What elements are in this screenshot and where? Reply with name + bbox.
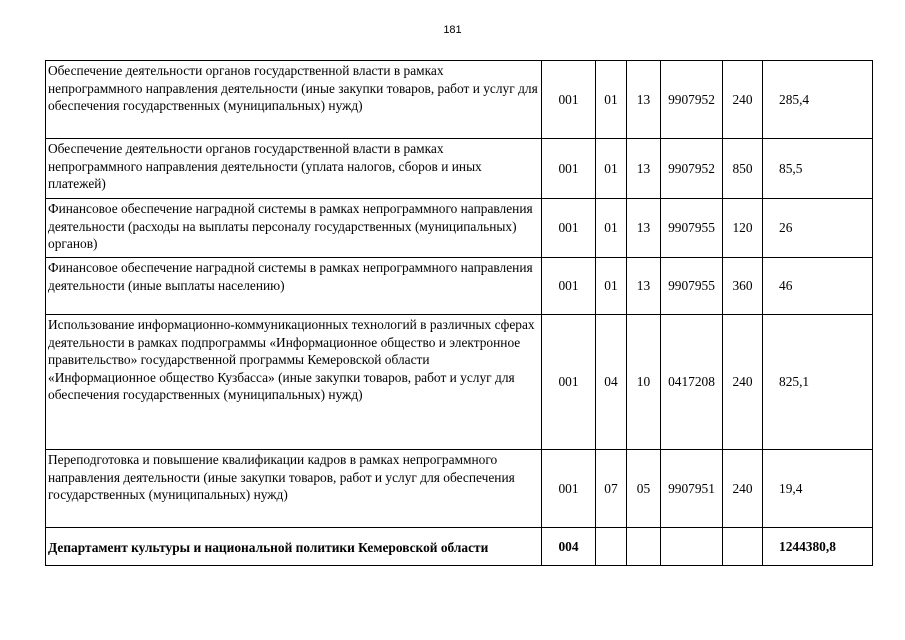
row-description: Использование информационно-коммуникационных технологий в различных сферах деятельности в рамках подпрограммы «Информационное общество и электронное правительство» государственной программы Кемеровской области «Информационное общество Кузбасса» (иные закупки товаров, работ и услуг для обеспечения государственных (муниципальных) нужд) <box>46 315 542 450</box>
amount: 825,1 <box>763 315 873 450</box>
subsection-code: 13 <box>627 199 661 258</box>
expense-type-code: 240 <box>723 315 763 450</box>
grbs-code: 001 <box>542 450 596 528</box>
target-article-code: 9907952 <box>661 61 723 139</box>
department-title: Департамент культуры и национальной политики Кемеровской области <box>46 528 542 566</box>
table-row <box>46 450 873 528</box>
subsection-code: 05 <box>627 450 661 528</box>
expense-type-code: 240 <box>723 61 763 139</box>
subsection-code: 13 <box>627 139 661 199</box>
budget-table <box>45 60 873 566</box>
grbs-code: 001 <box>542 139 596 199</box>
target-article-code: 9907955 <box>661 258 723 315</box>
page-number: 181 <box>443 24 462 36</box>
subsection-code: 10 <box>627 315 661 450</box>
row-description: Обеспечение деятельности органов государственной власти в рамках непрограммного направления деятельности (иные закупки товаров, работ и услуг для обеспечения государственных (муниципальных) нужд) <box>46 61 542 139</box>
section-code <box>596 528 627 566</box>
amount: 46 <box>763 258 873 315</box>
target-article-code: 9907952 <box>661 139 723 199</box>
subsection-code <box>627 528 661 566</box>
section-code: 04 <box>596 315 627 450</box>
row-description: Переподготовка и повышение квалификации кадров в рамках непрограммного направления деятельности (иные закупки товаров, работ и услуг для обеспечения государственных (муниципальных) нужд) <box>46 450 542 528</box>
subsection-code: 13 <box>627 61 661 139</box>
row-description: Обеспечение деятельности органов государственной власти в рамках непрограммного направления деятельности (уплата налогов, сборов и иных платежей) <box>46 139 542 199</box>
table-row <box>46 139 873 199</box>
amount: 85,5 <box>763 139 873 199</box>
section-code: 01 <box>596 199 627 258</box>
grbs-code: 001 <box>542 199 596 258</box>
expense-type-code <box>723 528 763 566</box>
row-description: Финансовое обеспечение наградной системы в рамках непрограммного направления деятельности (расходы на выплаты персоналу государственных (муниципальных) органов) <box>46 199 542 258</box>
grbs-code: 001 <box>542 258 596 315</box>
section-code: 07 <box>596 450 627 528</box>
table-row <box>46 315 873 450</box>
table-row <box>46 199 873 258</box>
expense-type-code: 360 <box>723 258 763 315</box>
section-code: 01 <box>596 61 627 139</box>
table-row <box>46 258 873 315</box>
section-code: 01 <box>596 258 627 315</box>
grbs-code: 004 <box>542 528 596 566</box>
subsection-code: 13 <box>627 258 661 315</box>
target-article-code <box>661 528 723 566</box>
expense-type-code: 240 <box>723 450 763 528</box>
target-article-code: 0417208 <box>661 315 723 450</box>
row-description: Финансовое обеспечение наградной системы в рамках непрограммного направления деятельности (иные выплаты населению) <box>46 258 542 315</box>
amount: 26 <box>763 199 873 258</box>
amount: 19,4 <box>763 450 873 528</box>
expense-type-code: 120 <box>723 199 763 258</box>
total-amount: 1244380,8 <box>763 528 873 566</box>
grbs-code: 001 <box>542 61 596 139</box>
target-article-code: 9907955 <box>661 199 723 258</box>
amount: 285,4 <box>763 61 873 139</box>
grbs-code: 001 <box>542 315 596 450</box>
section-code: 01 <box>596 139 627 199</box>
expense-type-code: 850 <box>723 139 763 199</box>
total-row <box>46 528 873 566</box>
target-article-code: 9907951 <box>661 450 723 528</box>
table-row <box>46 61 873 139</box>
